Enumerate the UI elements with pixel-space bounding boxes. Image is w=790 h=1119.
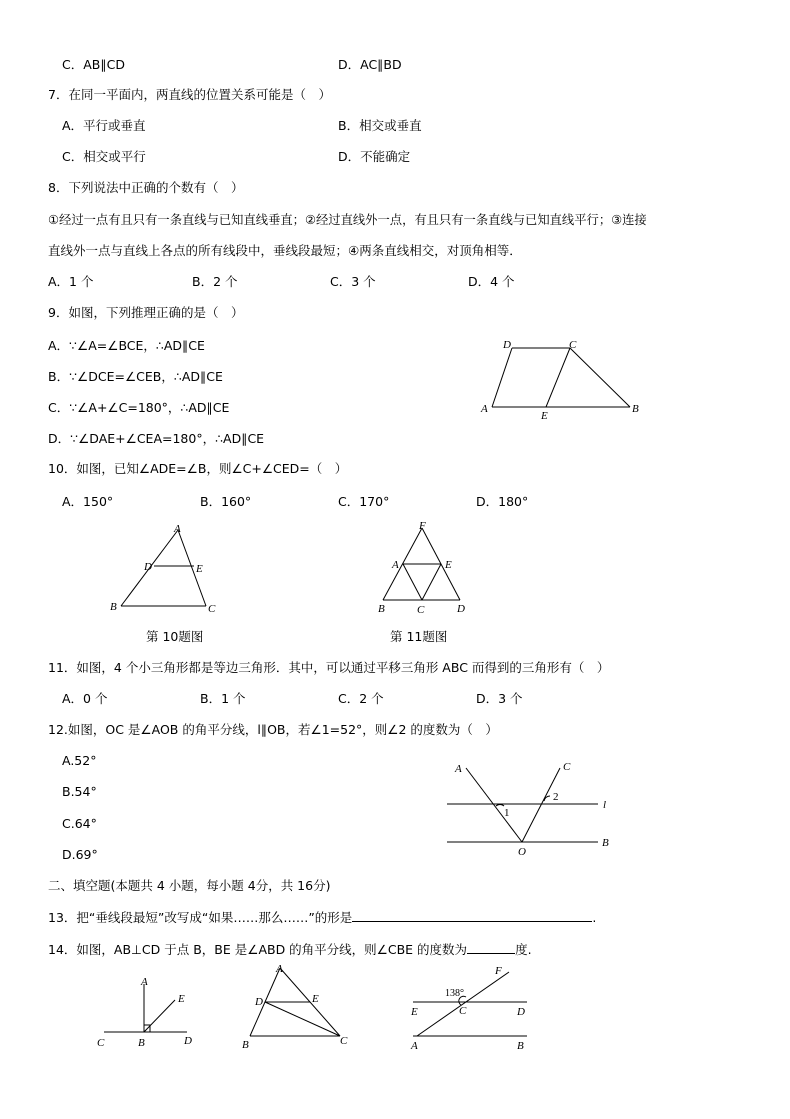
q14a-label-e: E — [178, 993, 185, 1005]
q12-option-a: A.52° — [62, 753, 97, 768]
q10-option-d: D．180° — [476, 494, 529, 509]
q11-label-f: F — [419, 520, 426, 532]
q7-stem: 7．在同一平面内，两直线的位置关系可能是（ ） — [48, 87, 331, 102]
q8-option-d: D．4 个 — [468, 274, 515, 289]
q10-option-b: B．160° — [200, 494, 252, 509]
q9-option-b: B．∵∠DCE=∠CEB，∴AD∥CE — [48, 369, 223, 384]
q14b-label-b: B — [242, 1039, 249, 1051]
q12-label-a: A — [455, 763, 462, 775]
q12-figure — [440, 756, 620, 860]
q12-option-d: D.69° — [62, 847, 98, 862]
q9-label-a: A — [481, 403, 488, 415]
q14c-label-b: B — [517, 1040, 524, 1052]
q14c-label-e: E — [411, 1006, 418, 1018]
q9-option-d: D．∵∠DAE+∠CEA=180°，∴AD∥CE — [48, 431, 265, 446]
q6-option-c: C．AB∥CD — [62, 57, 125, 72]
q14a-label-c: C — [97, 1037, 105, 1049]
q10-label-a: A — [174, 523, 181, 535]
q9-label-d: D — [503, 339, 511, 351]
q8-body-line1: ①经过一点有且只有一条直线与已知直线垂直；②经过直线外一点，有且只有一条直线与已知直线平行；③连接 — [48, 213, 647, 227]
q13-answer-blank[interactable] — [352, 909, 592, 922]
q9-stem: 9．如图，下列推理正确的是（ ） — [48, 305, 244, 320]
q12-option-b: B.54° — [62, 784, 97, 799]
q9-option-c: C．∵∠A+∠C=180°，∴AD∥CE — [48, 400, 230, 415]
q10-label-d: D — [144, 561, 152, 573]
q14c-label-d: D — [517, 1006, 525, 1018]
q14-figure-a — [92, 972, 202, 1052]
q11-label-a: A — [392, 559, 399, 571]
q11-option-a: A．0 个 — [62, 691, 108, 706]
q11-label-d: D — [457, 603, 465, 615]
q13 — [48, 909, 596, 926]
q7-option-d: D．不能确定 — [338, 149, 411, 164]
q11-option-d: D．3 个 — [476, 691, 523, 706]
q12-label-o: O — [518, 846, 526, 858]
q9-label-e: E — [541, 410, 548, 422]
q8-stem: 8．下列说法中正确的个数有（ ） — [48, 180, 244, 195]
q12-label-1: 1 — [504, 807, 510, 819]
q14 — [48, 941, 532, 958]
q14c-label-a: A — [411, 1040, 418, 1052]
q8-option-a: A．1 个 — [48, 274, 94, 289]
q10-option-c: C．170° — [338, 494, 390, 509]
q14a-label-d: D — [184, 1035, 192, 1047]
q12-stem: 12.如图，OC 是∠AOB 的角平分线，l∥OB，若∠1=52°，则∠2 的度数为（ ） — [48, 722, 498, 737]
q14-answer-blank[interactable] — [467, 941, 515, 954]
q10-caption: 第 10题图 — [146, 629, 204, 644]
q9-figure — [478, 336, 648, 426]
q12-option-c: C.64° — [62, 816, 97, 831]
q8-option-c: C．3 个 — [330, 274, 376, 289]
q9-option-a: A．∵∠A=∠BCE，∴AD∥CE — [48, 338, 205, 353]
q14a-label-b: B — [138, 1037, 145, 1049]
q10-figure — [104, 520, 234, 620]
q10-stem: 10．如图，已知∠ADE=∠B，则∠C+∠CED=（ ） — [48, 461, 348, 476]
q11-figure — [372, 518, 472, 618]
q7-option-a: A．平行或垂直 — [62, 118, 146, 133]
q13-stem: 13．把“垂线段最短”改写成“如果……那么……”的形是 — [48, 910, 353, 925]
q14b-label-a: A — [276, 963, 283, 975]
q11-stem: 11．如图，4 个小三角形都是等边三角形．其中，可以通过平移三角形 ABC 而得到的三角形有（ ） — [48, 660, 610, 675]
q9-label-c: C — [569, 339, 577, 351]
q7-option-c: C．相交或平行 — [62, 149, 146, 164]
q6-option-d: D．AC∥BD — [338, 57, 402, 72]
q13-end: . — [592, 910, 597, 925]
q11-option-c: C．2 个 — [338, 691, 384, 706]
q10-option-a: A．150° — [62, 494, 114, 509]
q14c-angle-label: 138° — [445, 988, 464, 999]
q10-label-b: B — [110, 601, 117, 613]
q11-label-e: E — [445, 559, 452, 571]
q14b-label-d: D — [255, 996, 263, 1008]
q11-label-b: B — [378, 603, 385, 615]
q10-label-e: E — [196, 563, 203, 575]
q14b-label-e: E — [312, 993, 319, 1005]
q14-unit: 度. — [515, 942, 532, 957]
q12-label-c: C — [563, 761, 571, 773]
q14c-label-c: C — [459, 1005, 467, 1017]
q12-label-2: 2 — [553, 791, 559, 803]
q7-option-b: B．相交或垂直 — [338, 118, 422, 133]
q8-option-b: B．2 个 — [192, 274, 238, 289]
q11-label-c: C — [417, 604, 425, 616]
q8-body-line2: 直线外一点与直线上各点的所有线段中，垂线段最短；④两条直线相交，对顶角相等． — [48, 243, 522, 258]
q12-label-b: B — [602, 837, 609, 849]
q14c-label-f: F — [495, 965, 502, 977]
q9-label-b: B — [632, 403, 639, 415]
q10-label-c: C — [208, 603, 216, 615]
section-fill-in-title: 二、填空题(本题共 4 小题，每小题 4分，共 16分) — [48, 878, 331, 893]
q14b-label-c: C — [340, 1035, 348, 1047]
q14-figure-c — [405, 962, 545, 1054]
q11-option-b: B．1 个 — [200, 691, 246, 706]
q11-caption: 第 11题图 — [390, 629, 448, 644]
q14-stem: 14．如图，AB⊥CD 于点 B，BE 是∠ABD 的角平分线，则∠CBE 的度数为 — [48, 942, 468, 957]
q12-label-l: l — [603, 799, 607, 811]
q14-figure-b — [232, 960, 362, 1052]
q14a-label-a: A — [141, 976, 148, 988]
